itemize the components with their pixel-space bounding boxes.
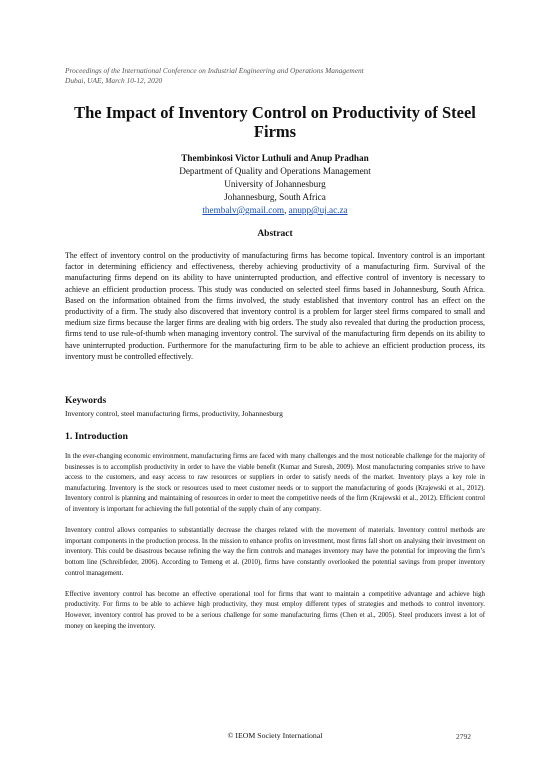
author-university: University of Johannesburg bbox=[224, 179, 326, 189]
footer-society: © IEOM Society International bbox=[227, 731, 323, 740]
proceedings-header bbox=[65, 66, 364, 86]
page-number: 2792 bbox=[456, 732, 471, 741]
keywords-heading: Keywords bbox=[65, 396, 107, 406]
conference-location-line: Dubai, UAE, March 10-12, 2020 bbox=[65, 76, 163, 85]
author-emails bbox=[60, 204, 490, 217]
paragraph: Effective inventory control has become an effective operational tool for firms that want to maintain a competitive advantage and achieve high productivity. For firms to be able to achieve high productivity, they must employ different types of strategies and methods to control inventory. However, inventory control has proved to be a serious challenge for some manufacturing firms (Chen et al., 2005). Steel producers invest a lot of money on keeping the inventory. bbox=[65, 590, 485, 630]
proceedings-line: Proceedings of the International Conference on Industrial Engineering and Operations Management bbox=[65, 66, 364, 75]
keywords-text: Inventory control, steel manufacturing firms, productivity, Johannesburg bbox=[65, 409, 283, 418]
author-department: Department of Quality and Operations Management bbox=[179, 166, 371, 176]
paragraph: Inventory control allows companies to substantially decrease the charges related with the movement of materials. Inventory control methods are important components in the production process. In the mission to enhance profits on investment, most firms fall short on analysing their investment on inventory. This could be disastrous because refining the way the firm controls and manages inventory may have the potential for improving the firm’s bottom line (Schreibfeder, 2006). According to Temeng et al. (2010), firms have constantly overlooked the potential savings from proper inventory control management. bbox=[65, 527, 485, 577]
abstract-heading: Abstract bbox=[257, 229, 293, 239]
email-link-1[interactable]: thembalv@gmail.com bbox=[202, 205, 285, 215]
author-location: Johannesburg, South Africa bbox=[224, 192, 326, 202]
introduction-body bbox=[65, 452, 485, 643]
author-names: Thembinkosi Victor Luthuli and Anup Pradhan bbox=[181, 153, 369, 163]
paragraph: In the ever-changing economic environment, manufacturing firms are faced with many challenges and the most noticeable challenge for the majority of businesses is to accomplish productivity in order to have the viable benefit (Kumar and Suresh, 2009). Most manufacturing companies strive to have access to the customers, and easy access to raw resources or suppliers in order to satisfy needs of the market. Inventory plays a key role in manufacturing. Inventory is the stock or resources used to meet customer needs or to support the manufacturing of goods (Krajewski et al., 2012). Inventory control is planning and maintaining of resources in order to meet the competitive needs of the firm (Krajewski et al., 2012). Efficient control of inventory is important for achieving the full potential of the supply chain of any company. bbox=[65, 453, 485, 513]
author-block bbox=[60, 152, 490, 217]
email-separator: , bbox=[284, 205, 289, 215]
paper-title bbox=[50, 103, 500, 141]
title-line-2: Firms bbox=[253, 122, 297, 141]
email-link-2[interactable]: anupp@uj.ac.za bbox=[288, 205, 348, 215]
title-line-1: The Impact of Inventory Control on Productivity of Steel bbox=[74, 103, 476, 122]
abstract-text: The effect of inventory control on the productivity of manufacturing firms has become topical. Inventory control is an important factor in determining efficiency and effectiveness, thereby achieving productivity of a manufacturing firm. Survival of the manufacturing firms depend on its ability to have uninterrupted production, and effective control of inventory is necessary to achieve an efficient production process. This study was conducted on selected steel firms based in Johannesburg, South Africa. Based on the information obtained from the firms involved, the study established that inventory control has an effect on the productivity of a firm. The study also discovered that inventory control is a problem for larger steel firms compared to small and medium size firms because the larger firms are dealing with big orders. The study also revealed that during the production process, firms tend to use rule-of-thumb when managing inventory control. The survival of the manufacturing firm depends on its ability to have uninterrupted production. Furthermore for the manufacturing firm to be able to achieve an efficient production process, its inventory must be controlled effectively. bbox=[65, 251, 485, 361]
introduction-heading: 1. Introduction bbox=[65, 431, 128, 442]
